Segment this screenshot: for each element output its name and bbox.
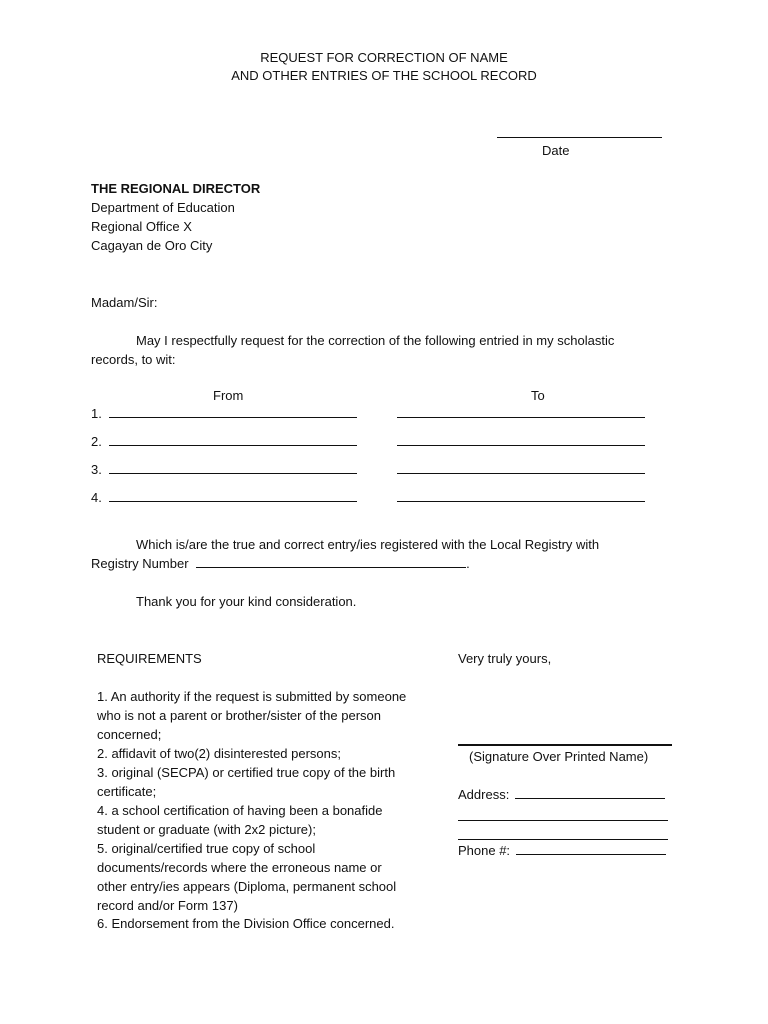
registry-number-label: Registry Number: [91, 556, 189, 571]
registry-period: .: [466, 556, 470, 571]
date-field[interactable]: [497, 122, 662, 138]
requirement-item: 3. original (SECPA) or certified true copy of the birth certificate;: [97, 765, 396, 799]
addressee-line1: Department of Education: [91, 200, 235, 215]
address-label: Address:: [458, 787, 510, 802]
correction-row: [91, 432, 645, 451]
phone-label: Phone #:: [458, 843, 511, 858]
salutation: Madam/Sir:: [91, 295, 158, 310]
thanks-text: Thank you for your kind consideration.: [136, 594, 357, 609]
requirement-item: 1. An authority if the request is submitted by someone who is not a parent or brother/sister of the person concerned;: [97, 689, 407, 742]
row-number: 1.: [91, 406, 102, 421]
addressee-line3: Cagayan de Oro City: [91, 238, 213, 253]
intro-text-line1: May I respectfully request for the correction of the following entried in my scholastic: [136, 333, 615, 348]
address-field-line2[interactable]: [458, 805, 668, 821]
addressee-name: THE REGIONAL DIRECTOR: [91, 181, 261, 196]
addressee-line2: Regional Office X: [91, 219, 192, 234]
requirement-item: 4. a school certification of having been a bonafide student or graduate (with 2x2 picture);: [97, 803, 383, 837]
intro-text-line2: records, to wit:: [91, 352, 176, 367]
signature-label: (Signature Over Printed Name): [469, 749, 649, 764]
requirement-item: 5. original/certified true copy of school documents/records where the erroneous name or other entry/ies appears (Diploma, permanent school record and/or Form 137): [97, 841, 397, 913]
address-field[interactable]: [515, 785, 665, 799]
address-field-line3[interactable]: [458, 824, 668, 840]
phone-line: [458, 841, 666, 860]
from-entry-field[interactable]: [109, 404, 357, 418]
from-entry-field[interactable]: [109, 432, 357, 446]
correction-row: [91, 404, 645, 423]
form-title-line1: REQUEST FOR CORRECTION OF NAME: [260, 50, 508, 65]
row-number: 4.: [91, 490, 102, 505]
correction-row: [91, 488, 645, 507]
to-entry-field[interactable]: [397, 432, 645, 446]
correction-row: [91, 460, 645, 479]
registry-text-line1: Which is/are the true and correct entry/ies registered with the Local Registry with: [136, 537, 600, 552]
requirement-item: 6. Endorsement from the Division Office concerned.: [97, 916, 395, 931]
valediction: Very truly yours,: [458, 651, 552, 666]
to-entry-field[interactable]: [397, 488, 645, 502]
from-entry-field[interactable]: [109, 460, 357, 474]
row-number: 2.: [91, 434, 102, 449]
requirement-item: 2. affidavit of two(2) disinterested persons;: [97, 746, 341, 761]
from-entry-field[interactable]: [109, 488, 357, 502]
registry-number-line: [91, 554, 470, 573]
form-title-line2: AND OTHER ENTRIES OF THE SCHOOL RECORD: [231, 68, 537, 83]
to-column-header: To: [531, 388, 545, 403]
registry-number-field[interactable]: [196, 554, 466, 568]
to-entry-field[interactable]: [397, 460, 645, 474]
address-line: [458, 785, 665, 804]
row-number: 3.: [91, 462, 102, 477]
requirements-heading: REQUIREMENTS: [97, 651, 202, 666]
date-label: Date: [542, 143, 570, 158]
to-entry-field[interactable]: [397, 404, 645, 418]
from-column-header: From: [213, 388, 244, 403]
signature-line[interactable]: [458, 744, 672, 746]
phone-field[interactable]: [516, 841, 666, 855]
